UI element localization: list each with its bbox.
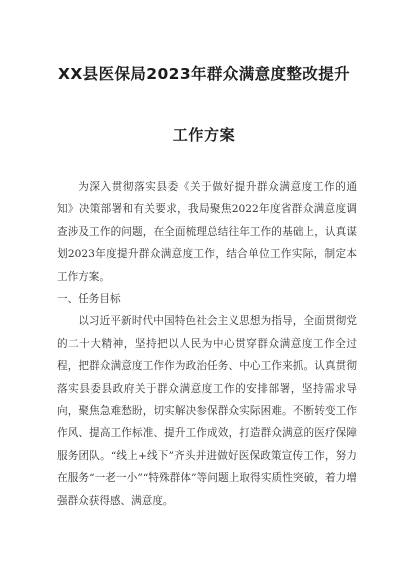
intro-paragraph: 为深入贯彻落实县委《关于做好提升群众满意度工作的通知》决策部署和有关要求，我局聚焦2022年度省群众满意度调查涉及工作的问题，在全面梳理总结往年工作的基础上，认真谋划2023年度提升群众满意度工作，结合单位工作实际，制定本工作方案。 <box>57 181 357 283</box>
document-title: XX县医保局2023年群众满意度整改提升 <box>57 65 351 83</box>
document-body <box>57 176 357 512</box>
section-heading-task-goals: 一、任务目标 <box>57 293 121 306</box>
document-subtitle: 工作方案 <box>172 126 236 144</box>
section-paragraph-task-goals: 以习近平新时代中国特色社会主义思想为指导，全面贯彻党的二十大精神，坚持把以人民为中心贯穿群众满意度工作全过程，把群众满意度工作作为政治任务、中心工作来抓。认真贯彻落实县委县政府关于群众满意度工作的安排部署，坚持需求导向，聚焦急难愁盼，切实解决参保群众实际困难。不断转变工作作风、提高工作标准、提升工作成效，打造群众满意的医疗保障服务团队。“线上+线下”齐头并进做好医保政策宣传工作，努力在服务“一老一小”“特殊群体”等问题上取得实质性突破，着力增强群众获得感、满意度。 <box>57 315 357 507</box>
